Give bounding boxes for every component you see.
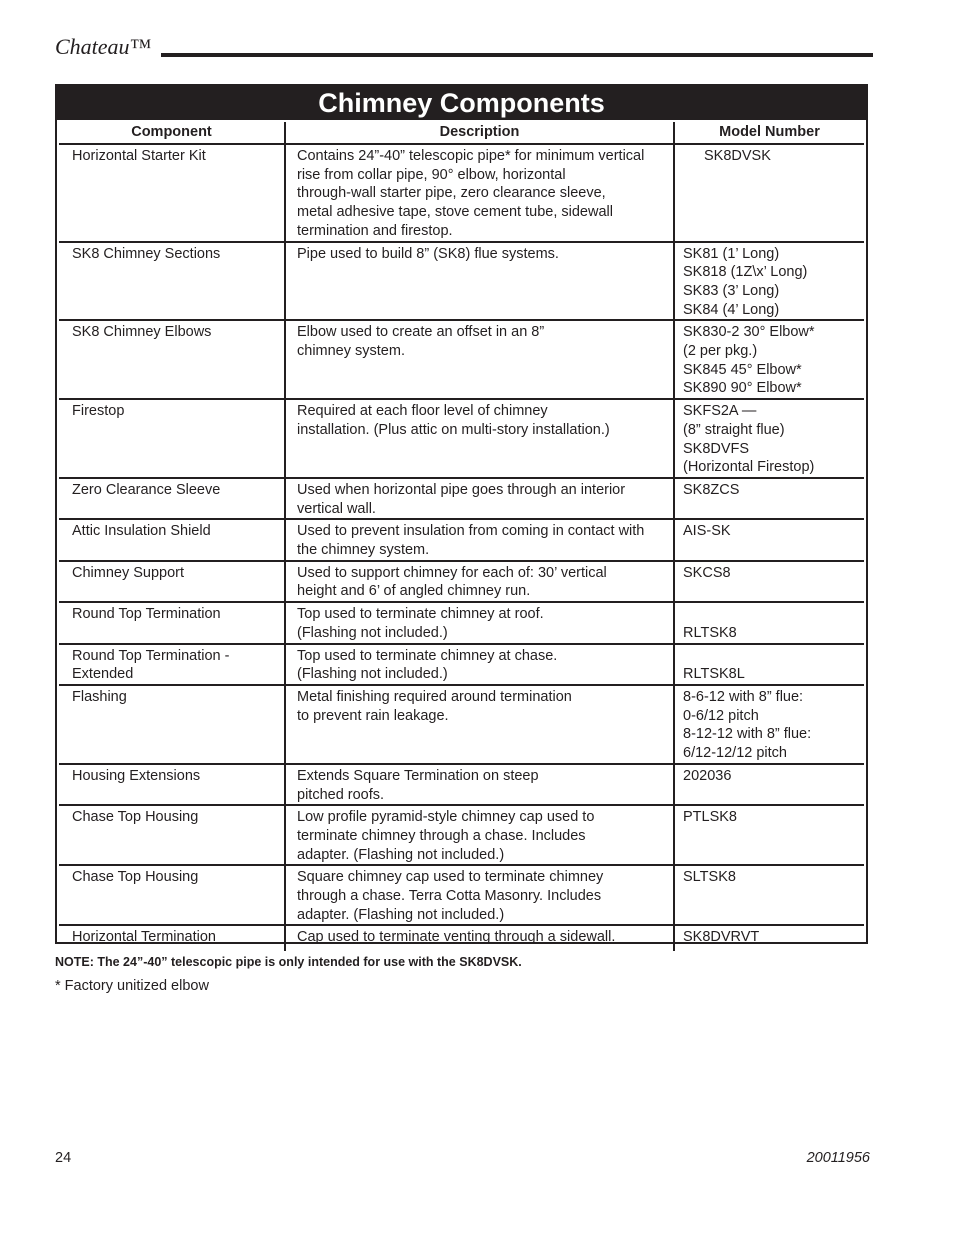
table-row [59,144,864,242]
description-cell: Square chimney cap used to terminate chimney through a chase. Terra Cotta Masonry. Includes adapter. (Flashing not included.) [285,865,674,925]
table-row [59,320,864,399]
table-header-row [59,122,864,144]
component-cell: Flashing [59,685,285,764]
description-cell: Low profile pyramid-style chimney cap used to terminate chimney through a chase. Includes adapter. (Flashing not included.) [285,805,674,865]
model-number-cell: RLTSK8L [674,644,864,685]
column-header-model-number: Model Number [674,122,864,144]
page-number: 24 [55,1150,72,1166]
table-row [59,519,864,560]
column-header-component: Component [59,122,285,144]
brand-name: Chateau™ [55,34,152,59]
components-table [59,122,864,951]
component-cell: Horizontal Starter Kit [59,144,285,242]
component-cell: SK8 Chimney Sections [59,242,285,321]
description-cell: Top used to terminate chimney at chase. (Flashing not included.) [285,644,674,685]
model-number-cell: AIS-SK [674,519,864,560]
model-number-cell: 8-6-12 with 8” flue: 0-6/12 pitch 8-12-12 with 8” flue: 6/12-12/12 pitch [674,685,864,764]
description-cell: Required at each floor level of chimney installation. (Plus attic on multi-story installation.) [285,399,674,478]
component-cell: Chase Top Housing [59,805,285,865]
components-table-frame [55,84,868,944]
description-cell: Contains 24”-40” telescopic pipe* for minimum vertical rise from collar pipe, 90° elbow, horizontal through-wall starter pipe, zero clearance sleeve, metal adhesive tape, stove cement tube, sidewall termination and firestop. [285,144,674,242]
description-cell: Used to prevent insulation from coming in contact with the chimney system. [285,519,674,560]
model-number-cell: SKFS2A — (8” straight flue) SK8DVFS (Horizontal Firestop) [674,399,864,478]
component-cell: Chase Top Housing [59,865,285,925]
component-cell: Chimney Support [59,561,285,602]
table-row [59,399,864,478]
model-number-cell: SKCS8 [674,561,864,602]
header-rule [161,53,873,57]
table-row [59,561,864,602]
description-cell: Metal finishing required around termination to prevent rain leakage. [285,685,674,764]
description-cell: Pipe used to build 8” (SK8) flue systems. [285,242,674,321]
description-cell: Used to support chimney for each of: 30’ vertical height and 6’ of angled chimney run. [285,561,674,602]
component-cell: Round Top Termination [59,602,285,643]
model-number-cell: SK8DVRVT [674,925,864,951]
table-row [59,478,864,519]
description-cell: Top used to terminate chimney at roof. (Flashing not included.) [285,602,674,643]
model-number-cell: SK8ZCS [674,478,864,519]
model-number-cell: PTLSK8 [674,805,864,865]
table-row [59,602,864,643]
model-number-cell: SLTSK8 [674,865,864,925]
component-cell: Horizontal Termination [59,925,285,951]
table-row [59,644,864,685]
table-row [59,764,864,805]
component-cell: SK8 Chimney Elbows [59,320,285,399]
table-title: Chimney Components [57,86,866,120]
description-cell: Used when horizontal pipe goes through an interior vertical wall. [285,478,674,519]
document-number: 20011956 [806,1150,870,1166]
description-cell: Elbow used to create an offset in an 8” chimney system. [285,320,674,399]
component-cell: Zero Clearance Sleeve [59,478,285,519]
model-number-cell: RLTSK8 [674,602,864,643]
component-cell: Round Top Termination - Extended [59,644,285,685]
model-number-cell: SK8DVSK [674,144,864,242]
table-row [59,242,864,321]
description-cell: Cap used to terminate venting through a sidewall. [285,925,674,951]
telescopic-pipe-note: NOTE: The 24”-40” telescopic pipe is only intended for use with the SK8DVSK. [55,955,522,969]
table-row [59,925,864,951]
model-number-cell: SK830-2 30° Elbow* (2 per pkg.) SK845 45° Elbow* SK890 90° Elbow* [674,320,864,399]
table-row [59,805,864,865]
description-cell: Extends Square Termination on steep pitched roofs. [285,764,674,805]
table-row [59,685,864,764]
component-cell: Housing Extensions [59,764,285,805]
elbow-footnote: * Factory unitized elbow [55,978,209,994]
component-cell: Attic Insulation Shield [59,519,285,560]
component-cell: Firestop [59,399,285,478]
column-header-description: Description [285,122,674,144]
model-number-cell: SK81 (1’ Long) SK818 (1Z\x’ Long) SK83 (3’ Long) SK84 (4’ Long) [674,242,864,321]
model-number-cell: 202036 [674,764,864,805]
table-row [59,865,864,925]
